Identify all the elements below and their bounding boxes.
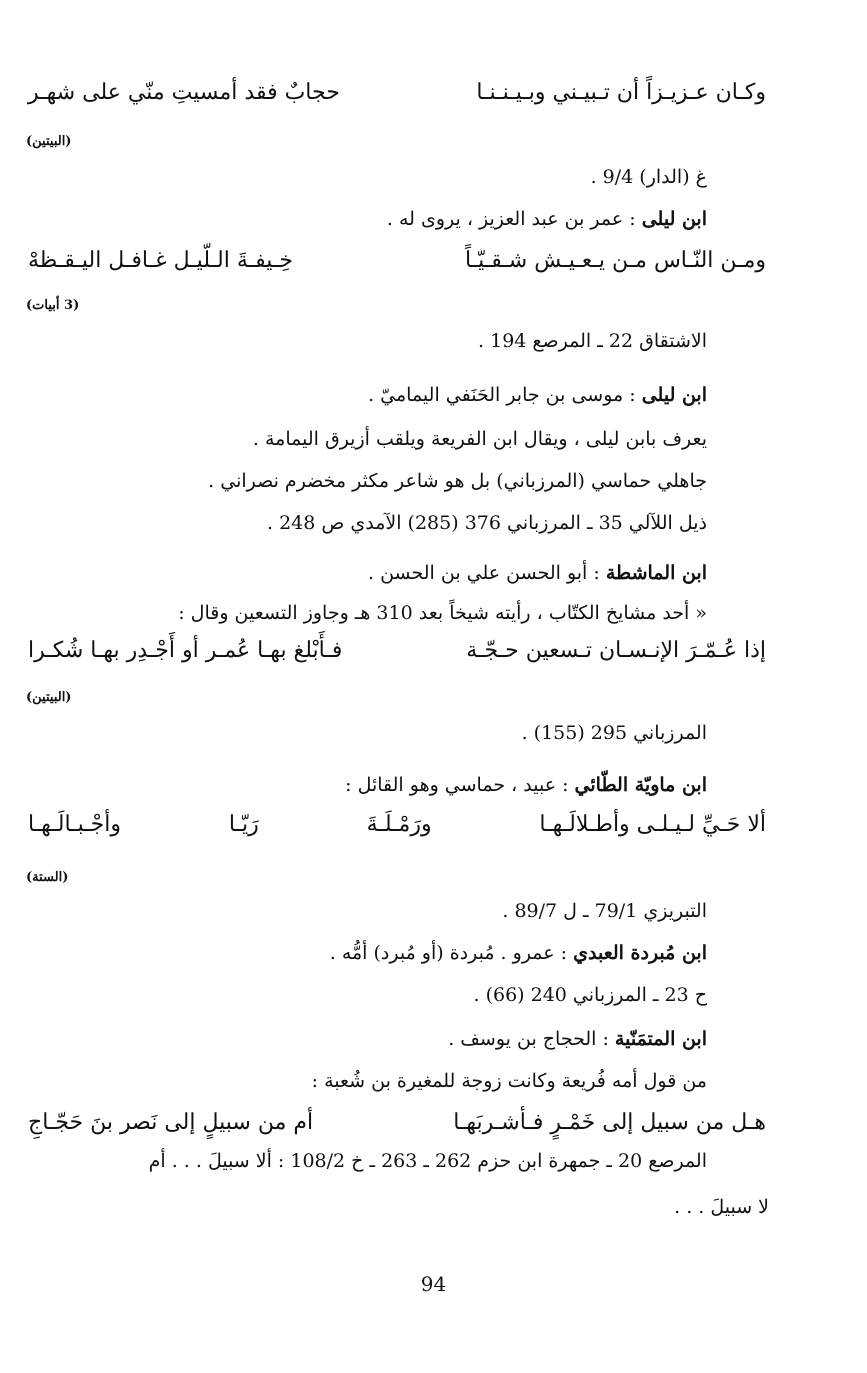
entry-line [387,208,707,231]
entry-name: ابن ماويّة الطّائي [574,774,707,796]
text-line: جاهلي حماسي (المرزباني) بل هو شاعر مكثر مخضرم نصراني . [208,470,707,492]
verse-first-hemistich: وكـان عـزيـزاً أن تـبيـني وبـيـنـنـا [476,80,766,105]
verse-count-note: (الستة) [26,870,69,885]
poem-verse [28,1110,766,1136]
verse-count-note: (البيتين) [26,690,72,705]
verse-part: وأجْـبـالَـهـا [28,812,122,837]
verse-second-hemistich: فـأَبْلغ بهـا عُمـر أو أَجْـدِر بهـا شُكـرا [28,638,343,663]
entry-line [330,942,707,965]
poem-verse [28,638,766,664]
entry-name: ابن ليلى [641,208,707,230]
text-line: « أحد مشايخ الكتّاب ، رأيته شيخاً بعد 310 هـ وجاوز التسعين وقال : [178,602,707,624]
verse-part: رَيّـا [228,812,259,837]
entry-text: : الحجاج بن يوسف . [448,1028,615,1050]
entry-text: : عمرو . مُبردة (أو مُبرد) أمُّه . [329,942,574,964]
reference-line: ح 23 ـ المرزباني 240 (66) . [473,984,707,1006]
reference-line-continuation: لا سبيلَ . . . [674,1196,769,1218]
page-number: 94 [420,1272,447,1296]
entry-name: ابن مُبردة العبدي [573,942,707,964]
entry-name: ابن الماشطة [605,562,707,584]
text-line: من قول أمه فُريعة وكانت زوجة للمغيرة بن شُعبة : [311,1070,707,1092]
reference-line: المرصع 20 ـ جمهرة ابن حزم 262 ـ 263 ـ خ 108/2 : ألا سبيلَ . . . أم [148,1150,707,1172]
verse-count-note: (البيتين) [26,134,72,149]
entry-line [345,774,707,797]
verse-count-note: (3 أبيات) [26,298,80,313]
verse-second-hemistich: أم من سبيلٍ إلى نَصر بنَ حَجّـاجِ [28,1110,314,1135]
entry-name: ابن ليلى [641,384,707,406]
verse-first-hemistich: ومـن النّـاس مـن يـعـيـش شـقـيّـاً [464,248,766,273]
entry-text: : عبيد ، حماسي وهو القائل : [345,774,575,796]
entry-name: ابن المتمَنّية [614,1028,707,1050]
verse-second-hemistich: حجابٌ فقد أمسيتِ منّي على شهـر [28,80,340,105]
entry-line [368,384,707,407]
entry-line [448,1028,707,1051]
poem-verse [28,812,766,838]
entry-text: : عمر بن عبد العزيز ، يروى له . [386,208,642,230]
poem-verse [28,80,766,106]
entry-text: : موسى بن جابر الحَنَفي اليماميّ . [368,384,642,406]
verse-second-hemistich: خِـيفـةَ الـلّيـل غـافـل اليـقـظهْ [28,248,293,273]
verse-first-hemistich: إذا عُـمّـرَ الإنـسـان تـسعين حـجّـة [466,638,766,663]
entry-line [368,562,707,585]
reference-line: غ (الدار) 9/4 . [590,166,707,188]
verse-part: ورَمْـلَـةَ [366,812,432,837]
verse-part: ألا حَـيِّ لـيـلـى وأطـلالَـهـا [539,812,766,837]
poem-verse [28,248,766,274]
reference-line: الاشتقاق 22 ـ المرصع 194 . [478,330,707,352]
reference-line: ذيل اللآلي 35 ـ المرزباني 376 (285) الآمدي ص 248 . [266,512,707,534]
entry-text: : أبو الحسن علي بن الحسن . [368,562,606,584]
verse-first-hemistich: هـل من سبيل إلى خَمْـرٍ فـأشـربَهـا [453,1110,766,1135]
text-line: يعرف بابن ليلى ، ويقال ابن الفريعة ويلقب أزيرق اليمامة . [252,428,707,450]
reference-line: التبريزي 79/1 ـ ل 89/7 . [502,900,707,922]
reference-line: المرزباني 295 (155) . [521,722,707,744]
